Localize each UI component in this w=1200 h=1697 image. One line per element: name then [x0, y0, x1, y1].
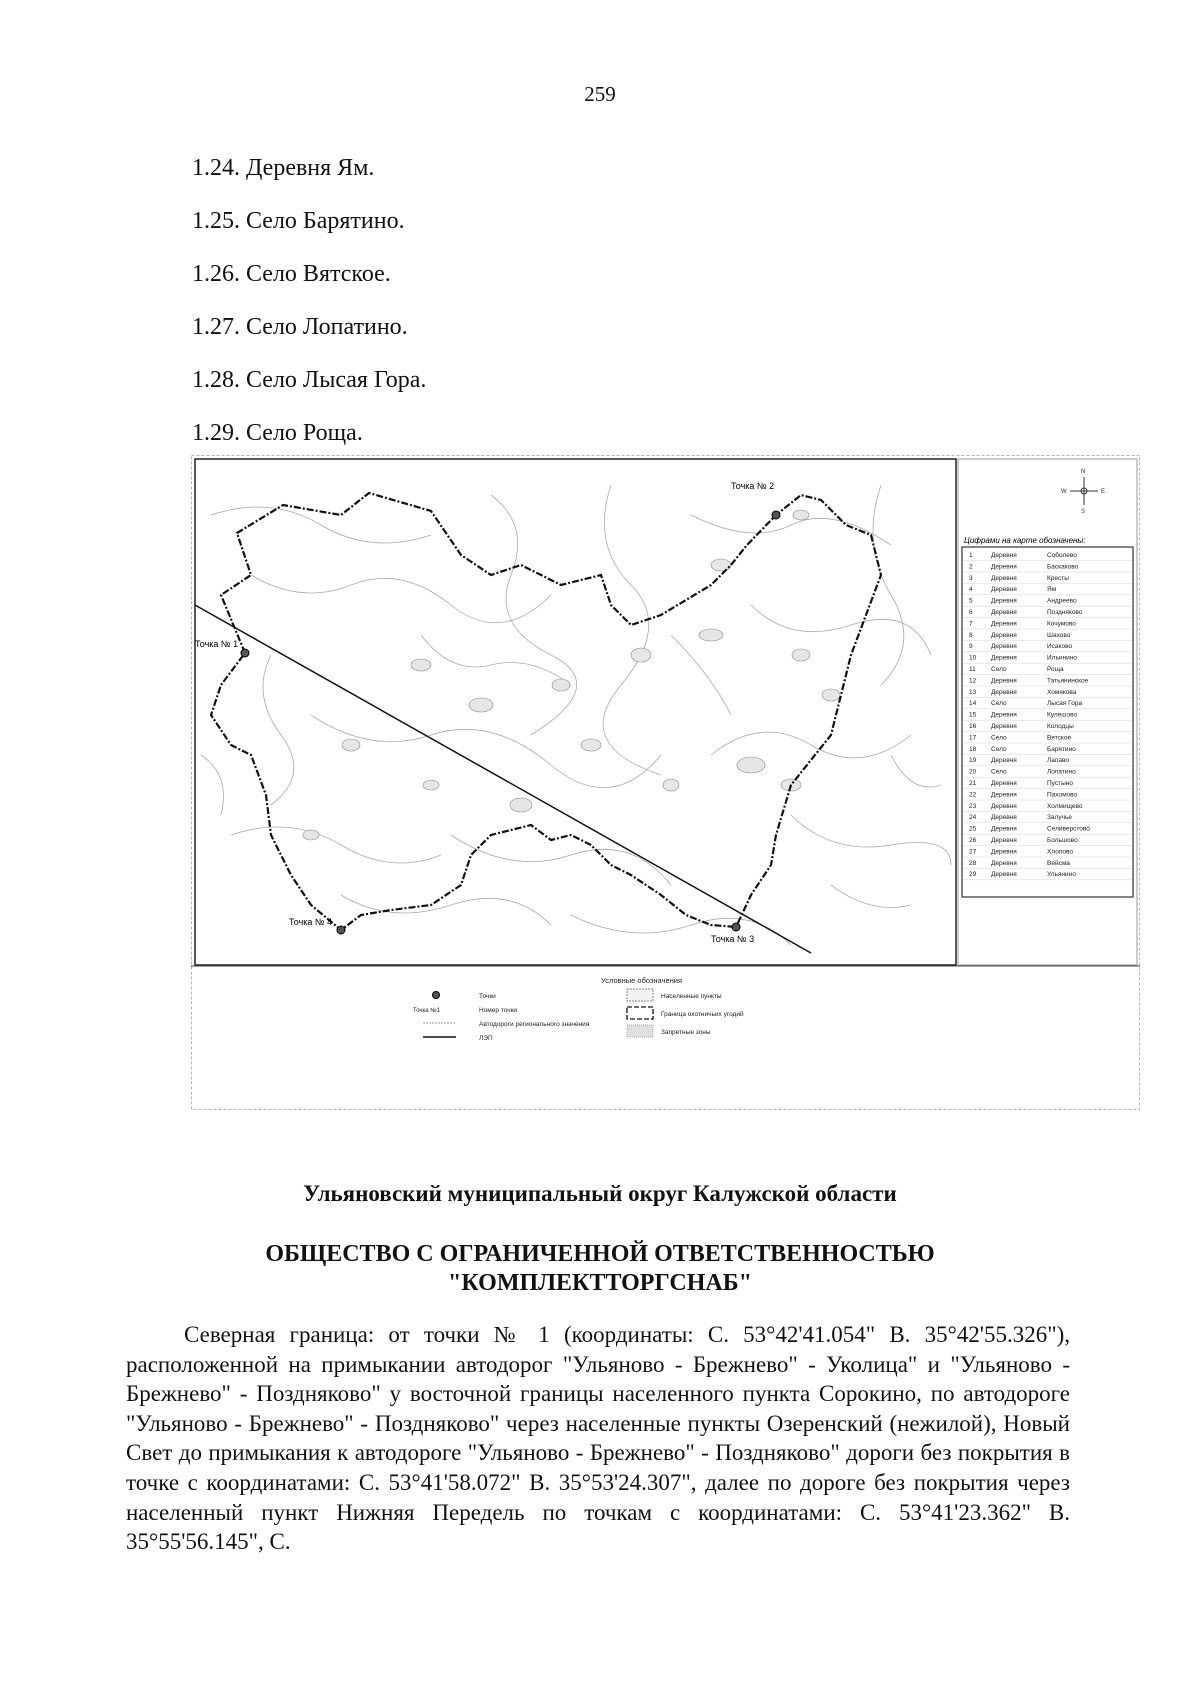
settlement-number: 5 — [969, 597, 973, 605]
settlement-number: 7 — [969, 620, 973, 628]
settlement-name: Лысая Гора — [1047, 700, 1083, 708]
list-item: 1.28. Село Лысая Гора. — [192, 367, 427, 393]
settlement-type: Деревня — [991, 654, 1017, 662]
settlement-table-row — [963, 620, 1132, 629]
settlement-table-row — [963, 609, 1132, 618]
district-title: Ульяновский муниципальный округ Калужской области — [303, 1181, 897, 1206]
settlement-name: Поздняково — [1047, 609, 1083, 616]
settlement-type: Деревня — [991, 780, 1017, 787]
organization-title-line-1: ОБЩЕСТВО С ОГРАНИЧЕННОЙ ОТВЕТСТВЕННОСТЬЮ — [265, 1241, 935, 1267]
settlement-number: 24 — [969, 814, 977, 822]
settlement-name: Баскаково — [1047, 563, 1079, 571]
list-item: 1.24. Деревня Ям. — [192, 155, 375, 181]
settlement-number: 26 — [969, 837, 977, 844]
legend-dot-icon — [433, 992, 440, 999]
settlement-type: Деревня — [991, 837, 1017, 844]
settlement-name: Татьянинское — [1047, 677, 1089, 685]
settlement-name: Исаково — [1047, 643, 1073, 651]
settlement-table-row — [963, 632, 1132, 641]
settlement-table-row — [963, 859, 1132, 869]
settlement-table-row — [963, 814, 1132, 823]
page-number: 259 — [584, 82, 616, 106]
svg-text:N: N — [1081, 469, 1086, 475]
settlement-table-row — [963, 598, 1132, 607]
settlement-number: 2 — [969, 563, 973, 571]
list-item: 1.27. Село Лопатино. — [192, 314, 408, 340]
settlement-number: 1 — [969, 552, 973, 559]
settlement-number: 6 — [969, 609, 973, 616]
settlement-number: 14 — [969, 700, 977, 708]
point-1 — [195, 639, 249, 657]
settlement-name: Ильинино — [1047, 654, 1077, 662]
settlement-number: 28 — [969, 859, 977, 867]
svg-text:S: S — [1081, 509, 1086, 515]
legend-boundary-swatch — [627, 1007, 653, 1019]
settlement-table-row — [963, 700, 1132, 709]
settlement-name: Ульянино — [1047, 871, 1076, 879]
settlement-number: 20 — [969, 768, 977, 776]
settlement-type: Деревня — [991, 723, 1017, 730]
boundary-description: Северная граница: от точки № 1 (координаты: С. 53°42'41.054" В. 35°42'55.326"), расположенной на примыкании автодорог "Ульяново - Брежнево" - Уколица" и "Ульяново - Брежнево" - Поздняково" у восточной границы населенного пункта Сорокино, по автодороге "Ульяново - Брежнево" - Поздняково" через населенные пункты Озеренский (нежилой), Новый Свет до примыкания к автодороге "Ульяново - Брежнево" - Поздняково" дороги без покрытия в точке с координатами: С. 53°41'58.072" В. 35°53'24.307", далее по дороге без покрытия через населенный пункт Нижняя Передель по точкам с координатами: С. 53°41'23.362" В. 35°55'56.145", С. — [126, 1322, 1070, 1555]
map-area-frame — [195, 459, 956, 965]
settlement-type: Село — [991, 700, 1007, 708]
powerline — [195, 605, 811, 953]
point-2 — [731, 481, 780, 519]
settlement-number: 15 — [969, 711, 977, 719]
legend-title: Условные обозначения — [601, 976, 683, 985]
settlement-name: Кочумово — [1047, 620, 1076, 628]
settlement-table-row — [963, 677, 1132, 686]
settlement-table-row — [963, 746, 1132, 755]
svg-text:W: W — [1061, 489, 1067, 495]
settlement-table-row — [963, 848, 1132, 857]
settlement-table-row — [963, 734, 1132, 743]
settlement-type: Село — [991, 745, 1007, 753]
settlement-number: 17 — [969, 734, 977, 742]
settlement-name: Холмищево — [1047, 802, 1083, 810]
settlement-type: Деревня — [991, 848, 1017, 856]
settlement-table-row — [963, 826, 1132, 835]
settlement-number: 21 — [969, 780, 977, 787]
settlement-patches — [303, 510, 840, 840]
settlement-number: 3 — [969, 574, 973, 582]
settlement-type: Деревня — [991, 825, 1017, 833]
svg-text:ЛЭП: ЛЭП — [479, 1035, 493, 1042]
svg-text:Точки: Точки — [479, 993, 496, 1000]
svg-text:Населенные пункты: Населенные пункты — [661, 993, 722, 1000]
settlement-table-row — [963, 643, 1132, 652]
settlement-table-row — [963, 575, 1132, 584]
settlement-number: 18 — [969, 745, 977, 753]
settlement-type: Деревня — [991, 677, 1017, 685]
settlement-name: Колодцы — [1047, 723, 1074, 730]
svg-text:Номер точки: Номер точки — [479, 1007, 518, 1014]
settlement-type: Деревня — [991, 586, 1017, 594]
settlement-name: Хомякова — [1047, 688, 1077, 696]
settlement-list — [192, 148, 426, 466]
settlement-number: 12 — [969, 677, 977, 685]
settlement-type: Деревня — [991, 859, 1017, 867]
settlement-type: Деревня — [991, 552, 1017, 559]
boundary-line — [211, 493, 881, 930]
legend-protected-swatch — [627, 1025, 653, 1037]
svg-text:Точка № 2: Точка № 2 — [731, 481, 775, 491]
settlement-number: 19 — [969, 757, 977, 765]
settlement-name: Соболево — [1047, 552, 1077, 559]
settlement-type: Деревня — [991, 563, 1017, 571]
settlement-type: Деревня — [991, 620, 1017, 628]
settlement-type: Деревня — [991, 574, 1017, 582]
svg-text:E: E — [1101, 489, 1106, 495]
map-legend — [413, 976, 744, 1042]
settlement-table-row — [963, 712, 1132, 721]
settlement-number: 10 — [969, 654, 977, 662]
settlement-number: 11 — [969, 666, 976, 673]
settlement-table-row — [963, 871, 1132, 880]
settlement-number: 13 — [969, 688, 977, 696]
compass-rose-icon — [1061, 469, 1105, 515]
settlement-number: 27 — [969, 848, 977, 856]
settlement-name: Лопатино — [1047, 768, 1076, 776]
settlement-name: Хлопово — [1047, 848, 1073, 856]
settlement-name: Селиверстово — [1047, 825, 1090, 833]
settlement-type: Деревня — [991, 871, 1017, 879]
settlement-name: Барятино — [1047, 745, 1076, 753]
settlement-type: Село — [991, 768, 1007, 776]
hunting-grounds-map — [191, 455, 1140, 1110]
settlement-name: Шахово — [1047, 631, 1071, 639]
settlement-type: Село — [991, 666, 1007, 673]
settlement-name: Роща — [1047, 666, 1064, 673]
list-item: 1.26. Село Вятское. — [192, 261, 391, 287]
settlement-type: Село — [991, 734, 1007, 742]
svg-text:Точка №1: Точка №1 — [413, 1008, 441, 1014]
svg-text:Автодороги регионального значе: Автодороги регионального значения — [479, 1021, 590, 1028]
settlement-number: 9 — [969, 643, 973, 651]
svg-text:Точка № 3: Точка № 3 — [711, 934, 755, 944]
settlement-table — [963, 551, 1132, 880]
svg-text:Точка № 4: Точка № 4 — [289, 917, 333, 927]
settlement-number: 8 — [969, 631, 973, 639]
settlement-type: Деревня — [991, 711, 1017, 719]
settlement-type: Деревня — [991, 597, 1017, 605]
settlement-type: Деревня — [991, 791, 1017, 799]
settlement-number: 22 — [969, 791, 977, 799]
settlement-number: 16 — [969, 723, 977, 730]
settlement-name: Вятское — [1047, 734, 1072, 742]
settlement-table-row — [963, 791, 1132, 800]
organization-title — [0, 1240, 1200, 1298]
legend-settlement-swatch — [627, 989, 653, 1001]
settlement-table-row — [963, 780, 1132, 789]
settlement-table-row — [963, 757, 1132, 766]
settlement-name: Кресты — [1047, 574, 1069, 582]
settlement-type: Деревня — [991, 688, 1017, 696]
settlement-table-row — [963, 551, 1132, 561]
settlement-name: Залучье — [1047, 814, 1072, 822]
numbers-title: Цифрами на карте обозначены: — [964, 536, 1086, 545]
terrain-lines — [201, 485, 951, 945]
settlement-type: Деревня — [991, 757, 1017, 765]
settlement-number: 4 — [969, 586, 973, 594]
settlement-table-row — [963, 689, 1132, 698]
settlement-name: Вейсма — [1047, 859, 1070, 867]
settlement-name: Андреево — [1047, 597, 1077, 605]
settlement-name: Пахомово — [1047, 791, 1078, 799]
settlement-table-row — [963, 769, 1132, 778]
svg-text:Граница охотничьих угодий: Граница охотничьих угодий — [661, 1011, 744, 1018]
settlement-table-row — [963, 563, 1132, 572]
settlement-table-row — [963, 803, 1132, 812]
settlement-name: Лапаво — [1047, 757, 1070, 765]
settlement-table-row — [963, 655, 1132, 664]
settlement-number: 25 — [969, 825, 977, 833]
point-4 — [289, 917, 345, 934]
settlement-table-row — [963, 666, 1132, 675]
settlement-table-row — [963, 586, 1132, 595]
svg-text:Точка № 1: Точка № 1 — [195, 639, 239, 649]
settlement-type: Деревня — [991, 802, 1017, 810]
settlement-name: Ям — [1047, 586, 1057, 594]
settlement-number: 23 — [969, 802, 977, 810]
settlement-type: Деревня — [991, 814, 1017, 822]
list-item: 1.25. Село Барятино. — [192, 208, 405, 234]
list-item: 1.29. Село Роща. — [192, 420, 363, 446]
settlement-type: Деревня — [991, 609, 1017, 616]
settlement-table-row — [963, 837, 1132, 846]
settlement-name: Большово — [1047, 837, 1078, 844]
settlement-number: 29 — [969, 871, 977, 879]
settlement-table-row — [963, 723, 1132, 732]
settlement-type: Деревня — [991, 643, 1017, 651]
settlement-name: Кулешово — [1047, 711, 1078, 719]
organization-title-line-2: "КОМПЛЕКТТОРГСНАБ" — [448, 1270, 752, 1296]
settlement-name: Пустыно — [1047, 780, 1073, 787]
svg-text:Запретные зоны: Запретные зоны — [661, 1029, 711, 1036]
settlement-type: Деревня — [991, 631, 1017, 639]
